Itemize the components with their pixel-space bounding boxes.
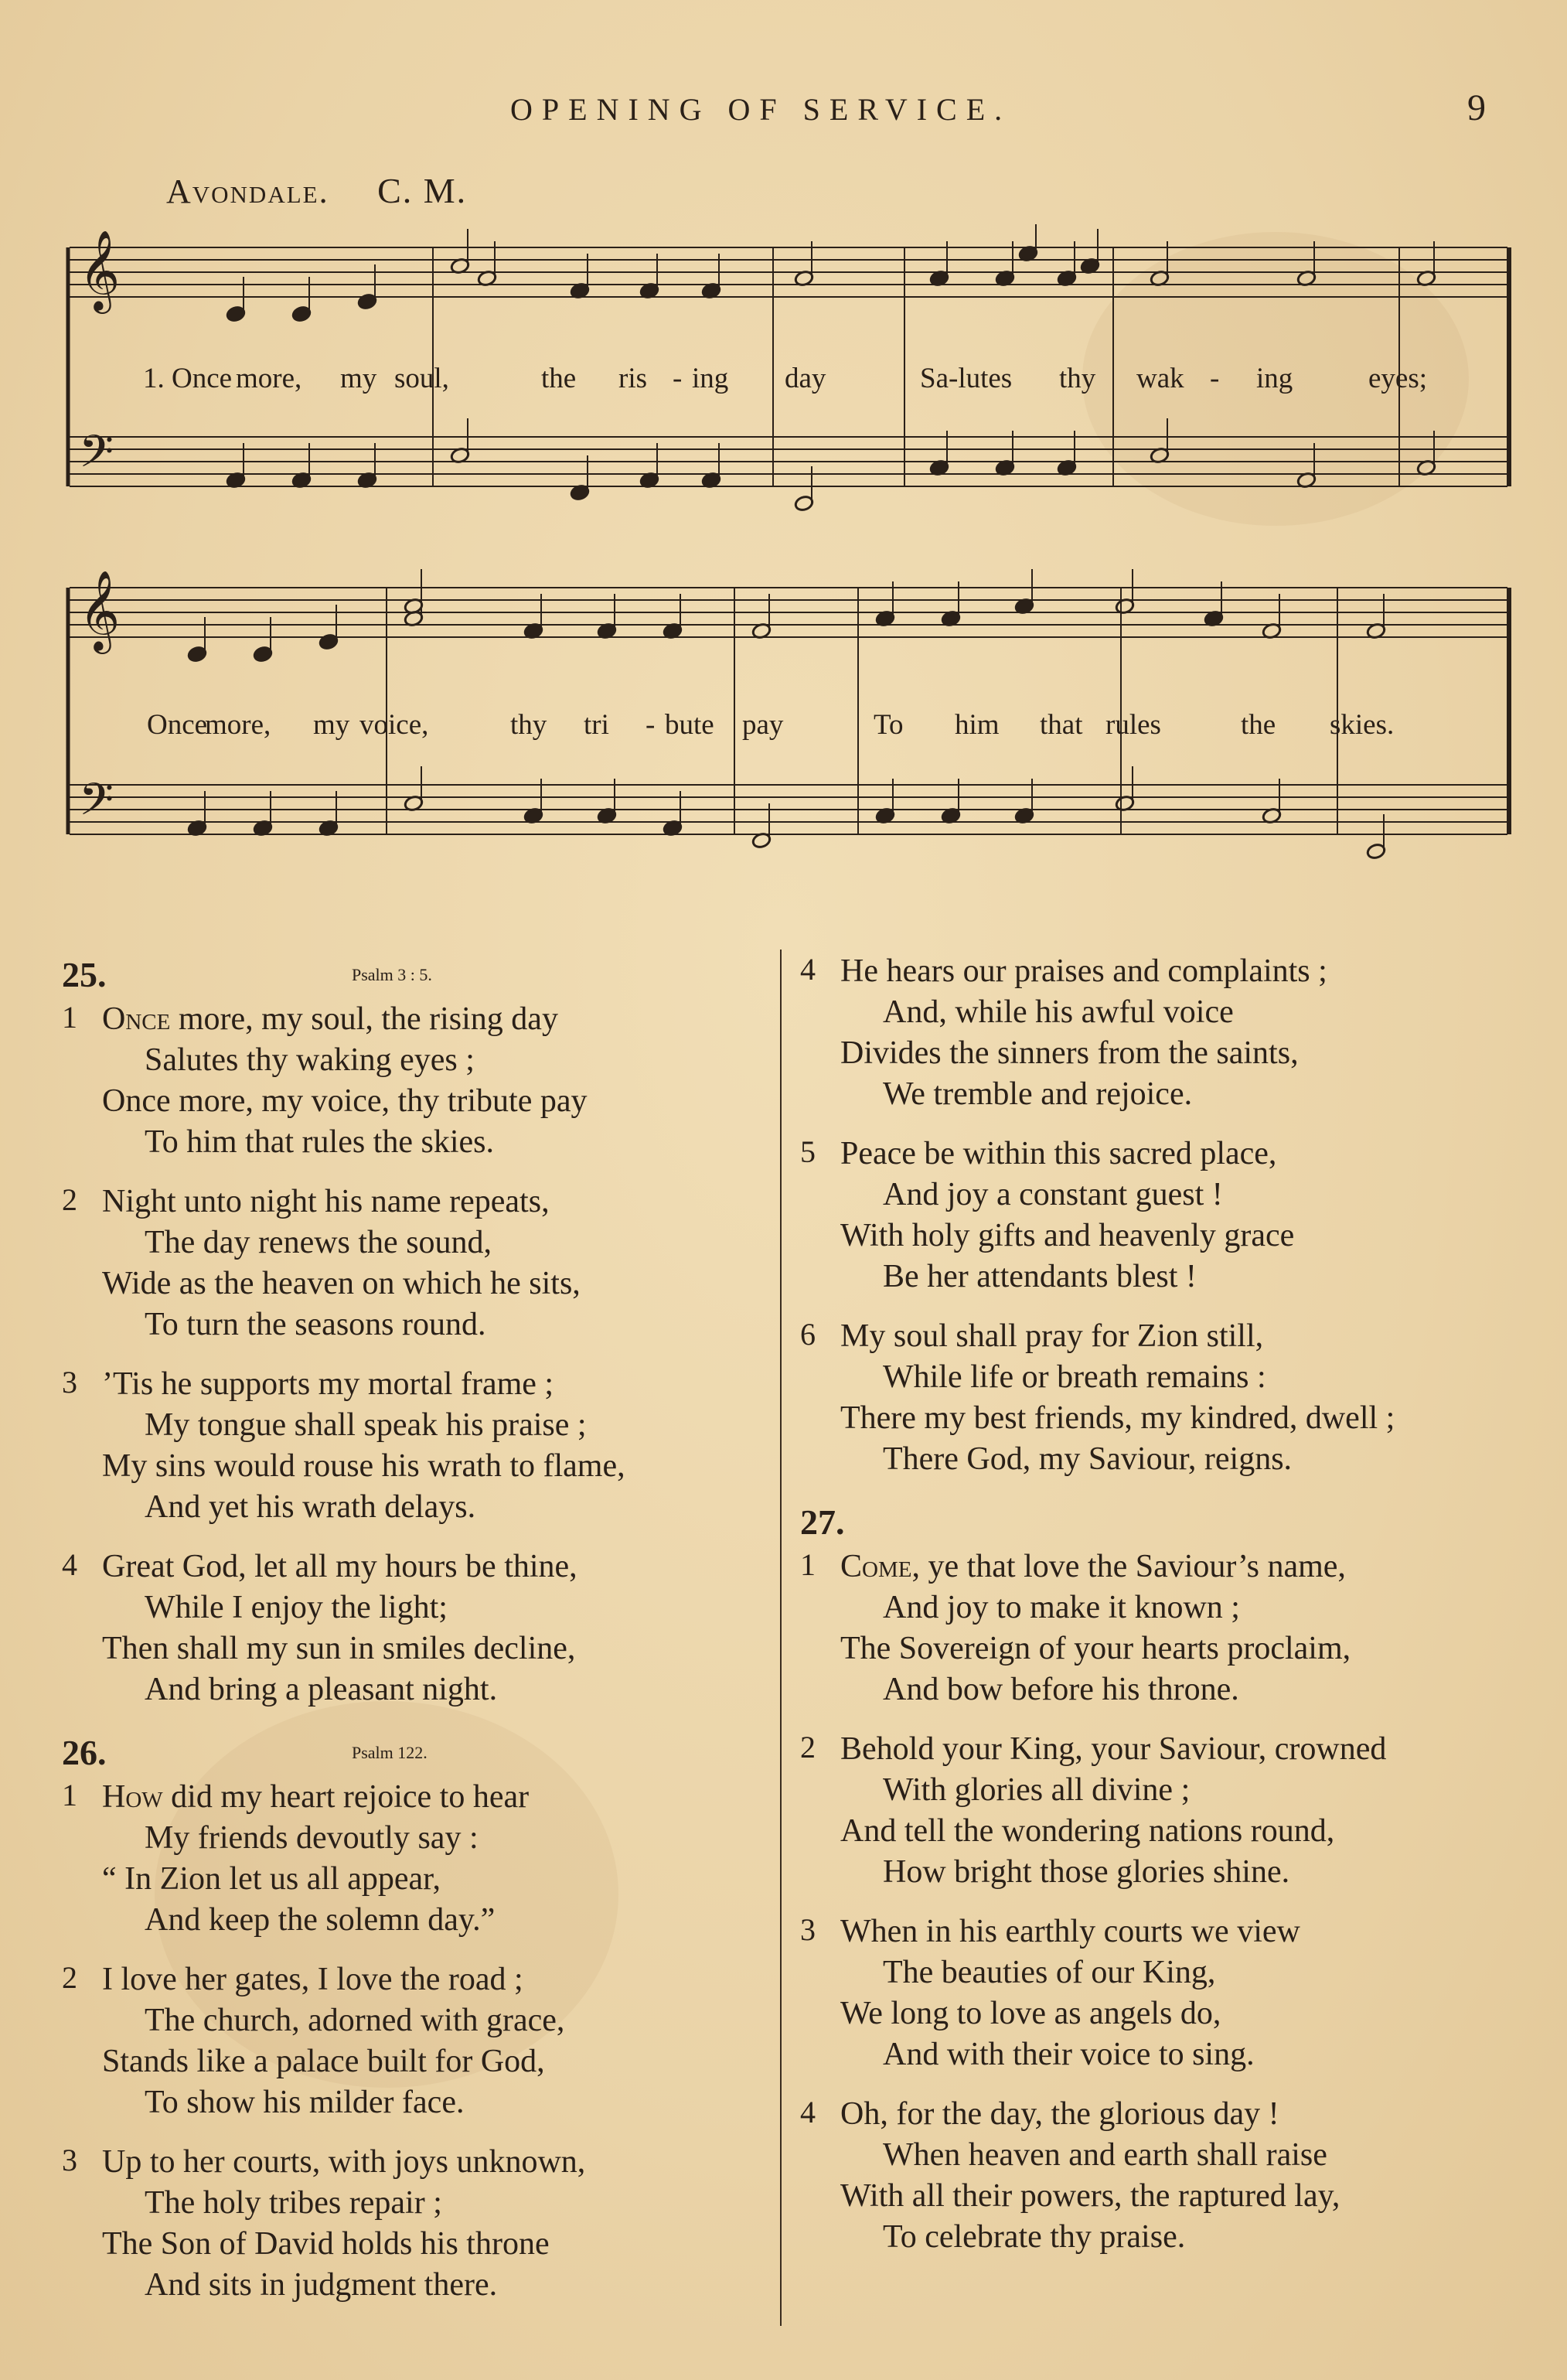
lyric-syllable: soul,: [394, 363, 449, 394]
hymn-26-continued: [800, 951, 1527, 1480]
hymn-26: [62, 1729, 758, 2306]
verse-line: How bright those glories shine.: [883, 1854, 1290, 1890]
stanza-number: 6: [800, 1317, 816, 1352]
stanza-number: 1: [800, 1547, 816, 1582]
hymn-number: 26.: [62, 1733, 107, 1772]
lyric-syllable: Sa-lutes: [920, 363, 1013, 394]
verse-line: ’Tis he supports my mortal frame ;: [102, 1366, 554, 1402]
verse-line: Oh, for the day, the glorious day !: [840, 2096, 1279, 2132]
lyric-syllable: ing: [692, 363, 729, 394]
verse-line: Once more, my voice, thy tribute pay: [102, 1083, 588, 1119]
lyric-syllable: skies.: [1330, 709, 1395, 741]
lyric-syllable: more,: [236, 363, 302, 394]
lyric-syllable: rules: [1105, 709, 1161, 741]
treble-clef-icon: 𝄞: [79, 230, 121, 311]
lyric-syllable: Once: [147, 709, 208, 741]
verse-line: The beauties of our King,: [883, 1955, 1216, 1990]
verse-line: With all their powers, the raptured lay,: [840, 2178, 1340, 2214]
stanza-number: 3: [800, 1912, 816, 1947]
stanza: [800, 1316, 1527, 1480]
verse-line: Behold your King, your Saviour, crowned: [840, 1731, 1387, 1767]
hymn-27: [800, 1499, 1527, 2258]
verse-line: Come, ye that love the Saviour’s name,: [840, 1549, 1346, 1584]
lyric-syllable: 1. Once: [143, 363, 233, 394]
verse-line: Divides the sinners from the saints,: [840, 1035, 1299, 1071]
stanza: [62, 1546, 758, 1710]
stanza: [62, 999, 758, 1163]
stanza: [62, 1777, 758, 1941]
page-number: 9: [1467, 87, 1486, 128]
stanza-number: 2: [800, 1730, 816, 1765]
verse-line: While I enjoy the light;: [145, 1590, 448, 1625]
stanza-number: 1: [62, 1000, 77, 1035]
verse-line: The Son of David holds his throne: [102, 2226, 550, 2262]
hymn-number: 25.: [62, 955, 107, 994]
lyric-syllable: ris: [618, 363, 647, 394]
lyric-syllable: day: [785, 363, 826, 394]
lyric-syllable: wak: [1136, 363, 1184, 394]
tune-name: Avondale.: [166, 172, 329, 210]
lyric-syllable: voice,: [359, 709, 429, 741]
verse-line: I love her gates, I love the road ;: [102, 1962, 523, 1997]
lyric-syllable: thy: [510, 709, 547, 741]
verse-line: Up to her courts, with joys unknown,: [102, 2144, 586, 2180]
verse-line: Great God, let all my hours be thine,: [102, 1549, 577, 1584]
verse-line: To show his milder face.: [145, 2085, 465, 2120]
lyric-syllable: the: [1241, 709, 1276, 741]
lyric-syllable: eyes;: [1368, 363, 1428, 394]
verse-line: To turn the seasons round.: [145, 1307, 486, 1342]
lyric-syllable: pay: [742, 709, 784, 741]
lyric-syllable: him: [955, 709, 1000, 741]
verse-line: There my best friends, my kindred, dwell ;: [840, 1400, 1395, 1436]
verse-line: My friends devoutly say :: [145, 1820, 479, 1856]
verse-line: We tremble and rejoice.: [883, 1076, 1193, 1112]
tune-meter: C. M.: [377, 171, 468, 210]
hymn-reference: Psalm 122.: [352, 1743, 428, 1762]
verse-line: And sits in judgment there.: [145, 2267, 498, 2303]
hymn-number: 27.: [800, 1502, 845, 1542]
verse-line: With glories all divine ;: [883, 1772, 1191, 1808]
verse-line: While life or breath remains :: [883, 1359, 1266, 1395]
stanza: [800, 1134, 1527, 1297]
stanza-number: 4: [62, 1547, 77, 1582]
left-column: [62, 951, 758, 2324]
stanza: [800, 1911, 1527, 2075]
verse-line: Then shall my sun in smiles decline,: [102, 1631, 576, 1666]
verse-line: My tongue shall speak his praise ;: [145, 1407, 587, 1443]
stanza: [800, 1729, 1527, 1893]
lyric-syllable: ing: [1256, 363, 1293, 394]
verse-line: He hears our praises and complaints ;: [840, 953, 1327, 989]
verse-line: Stands like a palace built for God,: [102, 2044, 545, 2079]
verse-line: Be her attendants blest !: [883, 1259, 1197, 1294]
verse-line: And bow before his throne.: [883, 1672, 1239, 1707]
hymn-25: [62, 951, 758, 1710]
lyric-syllable: bute: [665, 709, 714, 741]
verse-line: With holy gifts and heavenly grace: [840, 1218, 1295, 1253]
verse-line: My sins would rouse his wrath to flame,: [102, 1448, 625, 1484]
lyric-syllable: thy: [1059, 363, 1096, 394]
stanza: [62, 1181, 758, 1345]
verse-line: When heaven and earth shall raise: [883, 2137, 1327, 2173]
verse-line: And joy a constant guest !: [883, 1177, 1223, 1212]
music-system-2: [62, 564, 1515, 889]
verse-line: And joy to make it known ;: [883, 1590, 1240, 1625]
verse-line: “ In Zion let us all appear,: [102, 1861, 441, 1897]
lyric-syllable: -: [1210, 363, 1220, 394]
stanza: [800, 1546, 1527, 1710]
stanza: [62, 1364, 758, 1528]
verse-line: The day renews the sound,: [145, 1225, 492, 1260]
verse-line: Night unto night his name repeats,: [102, 1184, 550, 1219]
stanza-number: 5: [800, 1134, 816, 1169]
verse-line: The holy tribes repair ;: [145, 2185, 442, 2221]
stanza-number: 3: [62, 1365, 77, 1400]
verse-line: And, while his awful voice: [883, 994, 1234, 1030]
column-divider: [780, 950, 782, 2326]
verse-line: There God, my Saviour, reigns.: [883, 1441, 1293, 1477]
stanza: [62, 1959, 758, 2123]
music-system-1: [62, 224, 1515, 534]
lyric-row-2: [62, 708, 1515, 747]
stanza-number: 2: [62, 1182, 77, 1217]
treble-clef-icon: 𝄞: [79, 570, 121, 651]
hymn-reference: Psalm 3 : 5.: [352, 965, 432, 984]
verse-line: And with their voice to sing.: [883, 2037, 1255, 2072]
verse-line: My soul shall pray for Zion still,: [840, 1318, 1264, 1354]
stanza-number: 3: [62, 2143, 77, 2177]
stanza: [800, 2094, 1527, 2258]
verse-line: Peace be within this sacred place,: [840, 1136, 1277, 1171]
lyric-syllable: my: [313, 709, 350, 741]
verse-line: When in his earthly courts we view: [840, 1914, 1300, 1949]
verse-line: The Sovereign of your hearts proclaim,: [840, 1631, 1351, 1666]
lyric-syllable: To: [874, 709, 904, 741]
lyric-syllable: -: [673, 363, 683, 394]
verse-line: Once more, my soul, the rising day: [102, 1001, 558, 1037]
stanza: [62, 2142, 758, 2306]
verse-line: And keep the solemn day.”: [145, 1902, 496, 1938]
verse-line: To him that rules the skies.: [145, 1124, 494, 1160]
verse-line: To celebrate thy praise.: [883, 2219, 1186, 2255]
running-head: [0, 87, 1567, 133]
lyric-syllable: more,: [205, 709, 271, 741]
tune-heading: [166, 170, 467, 211]
stanza-number: 4: [800, 2095, 816, 2129]
lyric-syllable: that: [1040, 709, 1083, 741]
stanza: [800, 951, 1527, 1115]
bass-clef-icon: 𝄢: [79, 773, 114, 837]
bass-clef-icon: 𝄢: [79, 425, 114, 489]
lyric-syllable: the: [541, 363, 577, 394]
lyric-syllable: tri: [584, 709, 609, 741]
verse-line: How did my heart rejoice to hear: [102, 1779, 530, 1815]
stanza-number: 1: [62, 1778, 77, 1812]
lyric-row-1: [62, 362, 1515, 401]
verse-line: The church, adorned with grace,: [145, 2003, 565, 2038]
verse-line: We long to love as angels do,: [840, 1996, 1221, 2031]
verse-line: Salutes thy waking eyes ;: [145, 1042, 475, 1078]
stanza-number: 4: [800, 952, 816, 987]
right-column: [800, 951, 1527, 2276]
running-title: OPENING OF SERVICE.: [510, 92, 1012, 127]
stanza-number: 2: [62, 1960, 77, 1995]
verse-line: And tell the wondering nations round,: [840, 1813, 1335, 1849]
lyric-syllable: -: [646, 709, 656, 741]
lyric-syllable: my: [340, 363, 377, 394]
verse-line: And bring a pleasant night.: [145, 1672, 498, 1707]
verse-line: Wide as the heaven on which he sits,: [102, 1266, 581, 1301]
verse-line: And yet his wrath delays.: [145, 1489, 476, 1525]
